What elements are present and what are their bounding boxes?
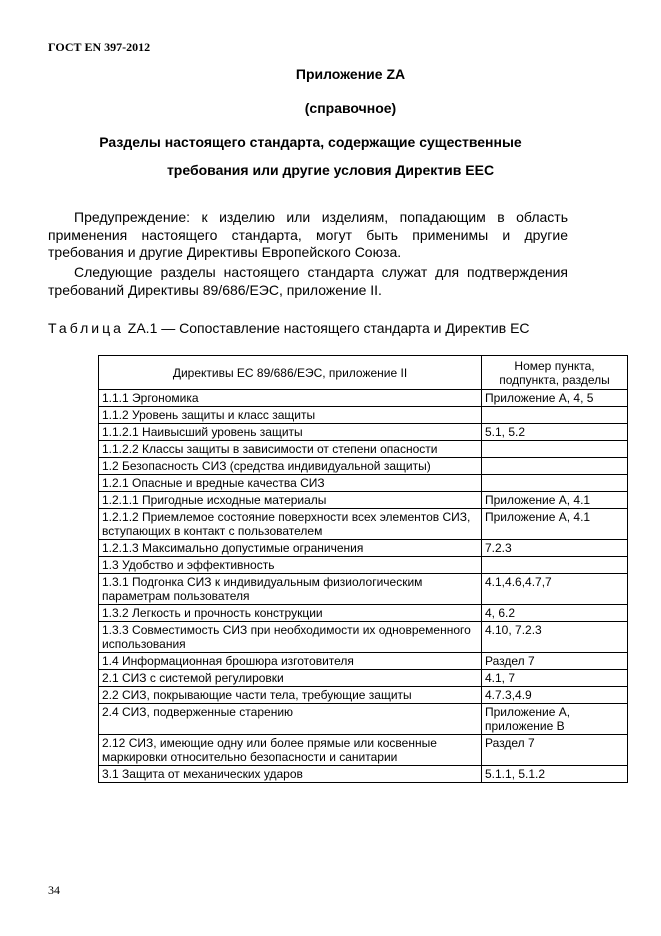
table-row (99, 687, 628, 704)
clause-cell: 4.7.3,4.9 (482, 687, 628, 704)
table-caption (48, 320, 570, 336)
table-row (99, 766, 628, 783)
annex-status: (справочное) (304, 100, 397, 116)
directive-cell: 1.3.3 Совместимость СИЗ при необходимости их одновременного использования (99, 622, 482, 653)
warning-text: Предупреждение: к изделию или изделиям, попадающим в область применения настоящего стандарта, могут быть применимы и другие требования и другие Директивы Европейского Союза. (48, 209, 568, 260)
directive-cell: 2.2 СИЗ, покрывающие части тела, требующие защиты (99, 687, 482, 704)
table-row (99, 540, 628, 557)
table-row (99, 475, 628, 492)
table-row (99, 407, 628, 424)
table-row (99, 509, 628, 540)
clause-cell (482, 407, 628, 424)
table-row (99, 670, 628, 687)
table-row (99, 557, 628, 574)
directives-table (98, 355, 628, 783)
directive-cell: 1.1.2.1 Наивысший уровень защиты (99, 424, 482, 441)
directive-cell: 1.1.1 Эргономика (99, 390, 482, 407)
table-row (99, 735, 628, 766)
clause-cell: 7.2.3 (482, 540, 628, 557)
clause-cell: 4.1,4.6,4.7,7 (482, 574, 628, 605)
clause-cell: Приложение А, приложение В (482, 704, 628, 735)
clause-cell: 4, 6.2 (482, 605, 628, 622)
table-header-row (99, 356, 628, 390)
header-clauses: Номер пункта, подпункта, разделы (482, 356, 628, 390)
warning-paragraph (48, 209, 568, 262)
directive-cell: 1.2 Безопасность СИЗ (средства индивидуальной защиты) (99, 458, 482, 475)
clause-cell: 4.1, 7 (482, 670, 628, 687)
table-row (99, 605, 628, 622)
directive-cell: 1.3.1 Подгонка СИЗ к индивидуальным физиологическим параметрам пользователя (99, 574, 482, 605)
table-caption-word: Таблица (48, 320, 124, 336)
clause-cell: Приложение А, 4, 5 (482, 390, 628, 407)
table-row (99, 622, 628, 653)
directive-cell: 1.3.2 Легкость и прочность конструкции (99, 605, 482, 622)
directive-cell: 1.2.1 Опасные и вредные качества СИЗ (99, 475, 482, 492)
directive-cell: 1.2.1.3 Максимально допустимые ограничения (99, 540, 482, 557)
page-number: 34 (48, 883, 60, 897)
directive-cell: 2.12 СИЗ, имеющие одну или более прямые или косвенные маркировки относительно безопасности и санитарии (99, 735, 482, 766)
clause-cell (482, 458, 628, 475)
annex-title: Приложение ZA (295, 66, 406, 82)
directive-cell: 1.1.2.2 Классы защиты в зависимости от степени опасности (99, 441, 482, 458)
clause-cell: 5.1, 5.2 (482, 424, 628, 441)
table-row (99, 704, 628, 735)
directive-cell: 3.1 Защита от механических ударов (99, 766, 482, 783)
directive-cell: 2.1 СИЗ с системой регулировки (99, 670, 482, 687)
clause-cell (482, 441, 628, 458)
following-paragraph (48, 264, 568, 299)
table-row (99, 492, 628, 509)
directive-cell: 1.3 Удобство и эффективность (99, 557, 482, 574)
directive-cell: 1.2.1.1 Пригодные исходные материалы (99, 492, 482, 509)
clause-cell: Раздел 7 (482, 653, 628, 670)
annex-heading-line1: Разделы настоящего стандарта, содержащие существенные (99, 134, 522, 150)
table-body (99, 390, 628, 783)
clause-cell: Приложение А, 4.1 (482, 509, 628, 540)
table-row (99, 653, 628, 670)
directive-cell: 2.4 СИЗ, подверженные старению (99, 704, 482, 735)
table-row (99, 574, 628, 605)
following-text: Следующие разделы настоящего стандарта служат для подтверждения требований Директивы 89/686/ЕЭС, приложение II. (48, 264, 568, 298)
clause-cell: Приложение А, 4.1 (482, 492, 628, 509)
table-caption-text: ZA.1 — Сопоставление настоящего стандарта и Директив ЕС (127, 320, 530, 336)
table-row (99, 424, 628, 441)
directive-cell: 1.1.2 Уровень защиты и класс защиты (99, 407, 482, 424)
clause-cell: Раздел 7 (482, 735, 628, 766)
document-code: ГОСТ EN 397-2012 (48, 40, 151, 54)
header-directives: Директивы ЕС 89/686/ЕЭС, приложение II (99, 356, 482, 390)
directive-cell: 1.2.1.2 Приемлемое состояние поверхности всех элементов СИЗ, вступающих в контакт с пользователем (99, 509, 482, 540)
clause-cell: 5.1.1, 5.1.2 (482, 766, 628, 783)
table-row (99, 390, 628, 407)
clause-cell: 4.10, 7.2.3 (482, 622, 628, 653)
directive-cell: 1.4 Информационная брошюра изготовителя (99, 653, 482, 670)
table-row (99, 458, 628, 475)
table-row (99, 441, 628, 458)
clause-cell (482, 475, 628, 492)
annex-heading-line2: требования или другие условия Директив ЕЕС (166, 162, 495, 178)
clause-cell (482, 557, 628, 574)
